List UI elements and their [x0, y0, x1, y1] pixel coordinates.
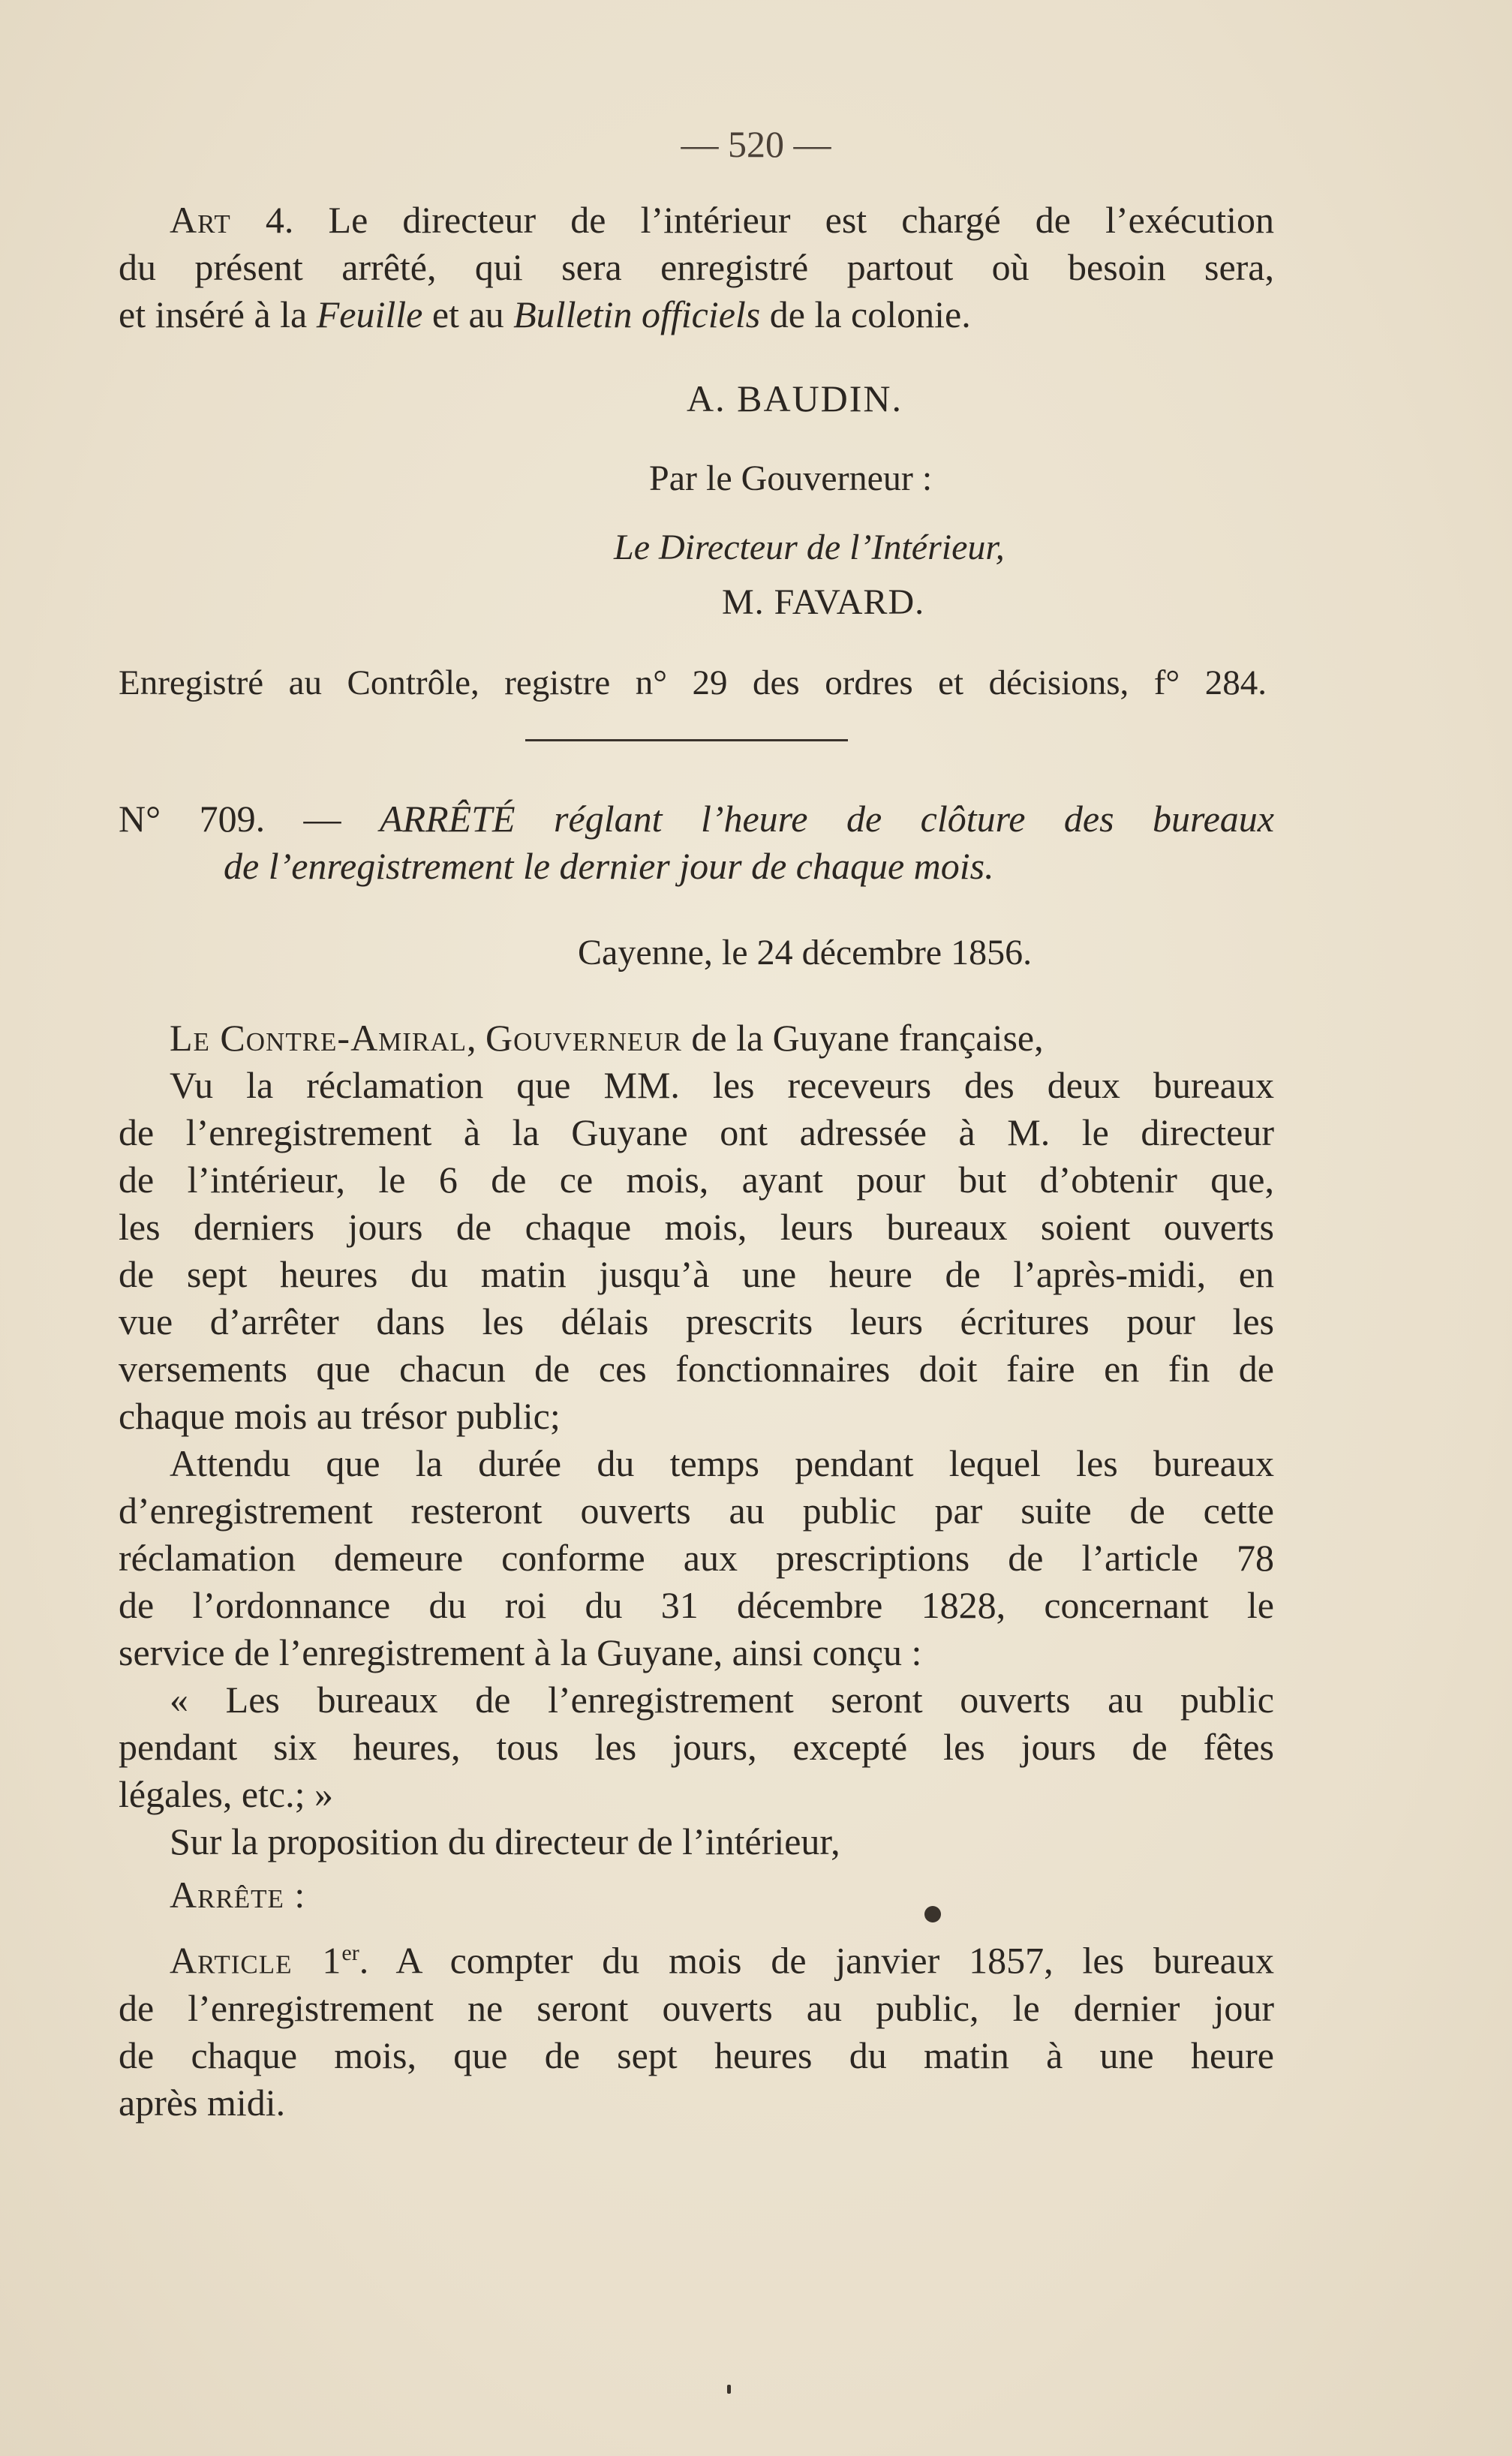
quote-line: légales, etc.; »	[119, 1773, 333, 1815]
attendu-line: d’enregistrement resteront ouverts au public par suite de cette	[119, 1490, 1274, 1532]
article-1-line: de chaque mois, que de sept heures du matin à une heure	[119, 2034, 1274, 2076]
arrete-heading: Arrête :	[170, 1874, 306, 1916]
quote-line: « Les bureaux de l’enregistrement seront ouverts au public	[170, 1679, 1274, 1721]
preamble-contre-amiral: Le Contre-Amiral	[170, 1017, 467, 1059]
sur-proposition: Sur la proposition du directeur de l’intérieur,	[170, 1820, 840, 1862]
preamble-sep: ,	[466, 1017, 485, 1059]
article-1-line: après midi.	[119, 2081, 286, 2124]
article-4-line-3-a: et inséré à la	[119, 293, 317, 335]
decree-title-2: de l’enregistrement le dernier jour de chaque mois.	[224, 845, 994, 887]
vu-line: les derniers jours de chaque mois, leurs bureaux soient ouverts	[119, 1206, 1274, 1248]
governor-signature: A. BAUDIN.	[687, 377, 903, 419]
director-name: M. FAVARD.	[722, 582, 925, 622]
article-4-line-3-b: et au	[422, 293, 514, 335]
article-1-line: de l’enregistrement ne seront ouverts au public, le dernier jour	[119, 1986, 1274, 2029]
decree-number: N° 709. —	[119, 798, 341, 840]
article-1-line-1	[119, 1929, 1274, 1985]
article-4-line-3-c: de la colonie.	[760, 293, 971, 335]
article-1-sup: er	[341, 1940, 359, 1965]
article-4	[119, 197, 1274, 338]
article-4-number: 4.	[265, 199, 294, 241]
preamble-gouverneur: Gouverneur	[485, 1017, 682, 1059]
vu-line: de l’intérieur, le 6 de ce mois, ayant pour but d’obtenir que,	[119, 1159, 1274, 1201]
ink-spot	[727, 2385, 731, 2394]
director-title: Le Directeur de l’Intérieur,	[614, 528, 1005, 567]
article-4-line-3	[119, 291, 1274, 338]
preamble	[119, 1015, 1274, 1062]
attendu-line: de l’ordonnance du roi du 31 décembre 1828, concernant le	[119, 1584, 1274, 1626]
article-4-line-1	[119, 197, 1274, 244]
bulletin-title: Bulletin officiels	[513, 293, 761, 335]
decree-title-1: ARRÊTÉ réglant l’heure de clôture des bureaux	[380, 798, 1274, 840]
vu-line: de l’enregistrement à la Guyane ont adressée à M. le directeur	[119, 1111, 1274, 1153]
article-1-label: Article 1	[170, 1939, 342, 1982]
ink-spot	[924, 1906, 941, 1922]
vu-line: de sept heures du matin jusqu’à une heure de l’après-midi, en	[119, 1253, 1274, 1295]
vu-line: versements que chacun de ces fonctionnaires doit faire en fin de	[119, 1348, 1274, 1390]
article-1-text: . A compter du mois de janvier 1857, les bureaux	[359, 1939, 1274, 1982]
place-date: Cayenne, le 24 décembre 1856.	[578, 933, 1033, 972]
attendu-line: Attendu que la durée du temps pendant lequel les bureaux	[170, 1442, 1274, 1484]
registration-line: Enregistré au Contrôle, registre n° 29 des ordres et décisions, f° 284.	[119, 663, 1267, 702]
vu-line: Vu la réclamation que MM. les receveurs des deux bureaux	[170, 1064, 1274, 1106]
feuille-title: Feuille	[316, 293, 423, 335]
attendu-line: réclamation demeure conforme aux prescriptions de l’article 78	[119, 1537, 1274, 1579]
preamble-rest: de la Guyane française,	[681, 1017, 1044, 1059]
par-le-gouverneur: Par le Gouverneur :	[649, 458, 933, 498]
page-number: — 520 —	[681, 123, 831, 165]
article-4-text: Le directeur de l’intérieur est chargé de l’exécution	[328, 199, 1275, 241]
article-4-line-2: du présent arrêté, qui sera enregistré partout où besoin sera,	[119, 246, 1274, 288]
quote-line: pendant six heures, tous les jours, excepté les jours de fêtes	[119, 1726, 1274, 1768]
attendu-line: service de l’enregistrement à la Guyane, ainsi conçu :	[119, 1631, 922, 1673]
decree-body	[119, 1015, 1274, 2127]
article-4-label: Art	[170, 199, 231, 241]
decree-heading	[119, 795, 1274, 890]
separator-rule	[525, 739, 848, 741]
vu-line: vue d’arrêter dans les délais prescrits leurs écritures pour les	[119, 1300, 1274, 1342]
vu-line: chaque mois au trésor public;	[119, 1395, 561, 1437]
decree-heading-line-1	[119, 795, 1274, 843]
